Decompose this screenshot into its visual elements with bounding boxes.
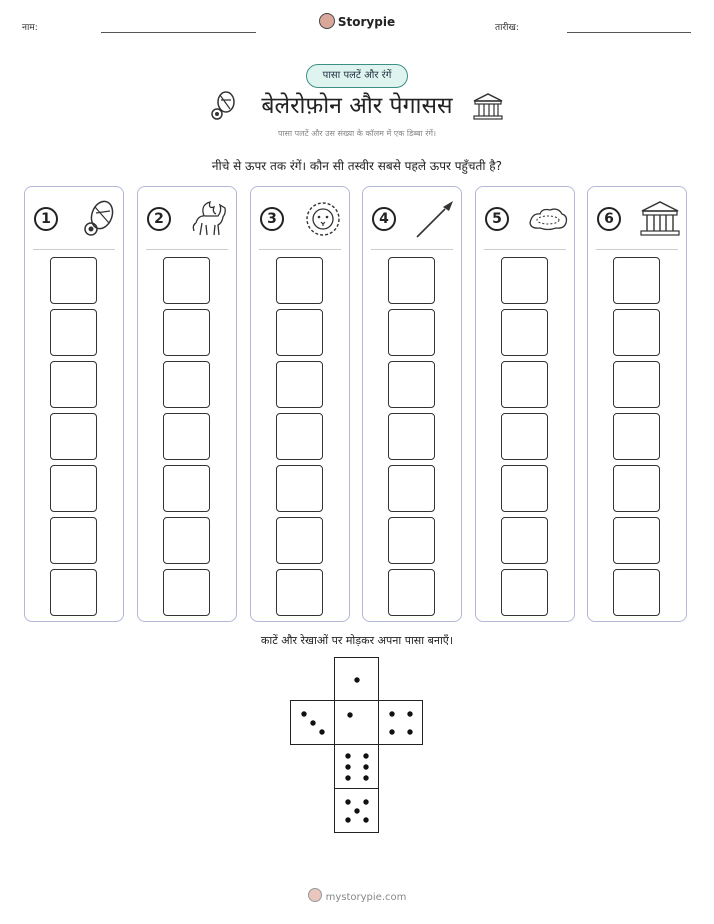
column-number: 3	[260, 207, 284, 231]
die-face-6[interactable]	[334, 744, 379, 789]
color-box[interactable]	[501, 361, 548, 408]
color-box[interactable]	[501, 413, 548, 460]
color-box[interactable]	[50, 413, 97, 460]
column-4	[362, 186, 462, 622]
date-line[interactable]	[567, 32, 691, 33]
column-divider	[33, 249, 115, 250]
color-box[interactable]	[276, 517, 323, 564]
color-box[interactable]	[388, 465, 435, 512]
color-box[interactable]	[613, 517, 660, 564]
instruction-text: नीचे से ऊपर तक रंगें। कौन सी तस्वीर सबसे पहले ऊपर पहुँचती है?	[211, 159, 503, 173]
color-box[interactable]	[163, 569, 210, 616]
color-box[interactable]	[163, 413, 210, 460]
die-face-5[interactable]	[334, 788, 379, 833]
color-box[interactable]	[613, 413, 660, 460]
column-number: 6	[597, 207, 621, 231]
column-divider	[259, 249, 341, 250]
color-box[interactable]	[501, 309, 548, 356]
column-3	[250, 186, 350, 622]
pegasus-icon	[188, 199, 232, 239]
color-box[interactable]	[613, 465, 660, 512]
color-box[interactable]	[613, 361, 660, 408]
footer	[0, 888, 714, 903]
color-box[interactable]	[388, 309, 435, 356]
color-box[interactable]	[276, 309, 323, 356]
color-box[interactable]	[50, 361, 97, 408]
column-1	[24, 186, 124, 622]
color-box[interactable]	[163, 309, 210, 356]
color-box[interactable]	[613, 309, 660, 356]
temple-icon	[638, 199, 682, 239]
cut-instruction: काटें और रेखाओं पर मोड़कर अपना पासा बनाएँ।	[260, 634, 454, 647]
spring-icon	[526, 199, 570, 239]
page-title: बेलेरोफ़ोन और पेगासस	[261, 93, 453, 119]
column-number: 4	[372, 207, 396, 231]
storypie-footer-icon	[308, 888, 322, 902]
die-face-3[interactable]	[290, 700, 335, 745]
footer-url[interactable]: mystorypie.com	[325, 892, 407, 903]
column-number: 2	[147, 207, 171, 231]
brand-name: Storypie	[337, 15, 396, 29]
color-box[interactable]	[388, 257, 435, 304]
color-box[interactable]	[388, 361, 435, 408]
name-label: नाम:	[22, 23, 38, 33]
color-box[interactable]	[501, 569, 548, 616]
column-divider	[484, 249, 566, 250]
color-box[interactable]	[50, 517, 97, 564]
temple-title-icon	[472, 92, 504, 122]
color-box[interactable]	[501, 517, 548, 564]
color-box[interactable]	[276, 465, 323, 512]
column-2	[137, 186, 237, 622]
color-box[interactable]	[276, 361, 323, 408]
color-box[interactable]	[50, 257, 97, 304]
color-box[interactable]	[50, 309, 97, 356]
activity-tag: पासा पलटें और रंगें	[306, 64, 408, 88]
color-box[interactable]	[276, 257, 323, 304]
column-divider	[146, 249, 228, 250]
column-6	[587, 186, 687, 622]
color-box[interactable]	[163, 361, 210, 408]
die-face-1b[interactable]	[334, 700, 379, 745]
color-box[interactable]	[501, 465, 548, 512]
color-box[interactable]	[163, 465, 210, 512]
die-face-1[interactable]	[334, 657, 379, 702]
spear-icon	[413, 199, 457, 239]
color-box[interactable]	[388, 413, 435, 460]
column-divider	[371, 249, 453, 250]
color-box[interactable]	[163, 517, 210, 564]
storypie-logo-icon	[319, 13, 335, 29]
color-box[interactable]	[276, 569, 323, 616]
column-5	[475, 186, 575, 622]
color-box[interactable]	[50, 465, 97, 512]
color-box[interactable]	[50, 569, 97, 616]
color-box[interactable]	[501, 257, 548, 304]
brand-logo	[0, 13, 714, 29]
lion-icon	[301, 199, 345, 239]
column-number: 1	[34, 207, 58, 231]
die-face-4[interactable]	[378, 700, 423, 745]
bridle-icon	[75, 199, 119, 239]
color-box[interactable]	[163, 257, 210, 304]
column-number: 5	[485, 207, 509, 231]
color-box[interactable]	[276, 413, 323, 460]
date-label: तारीख:	[495, 23, 519, 33]
color-box[interactable]	[388, 569, 435, 616]
color-box[interactable]	[613, 257, 660, 304]
color-box[interactable]	[388, 517, 435, 564]
subtitle: पासा पलटें और उस संख्या के कॉलम में एक डिब्बा रंगें।	[277, 129, 437, 138]
name-line[interactable]	[101, 32, 256, 33]
column-divider	[596, 249, 678, 250]
color-box[interactable]	[613, 569, 660, 616]
